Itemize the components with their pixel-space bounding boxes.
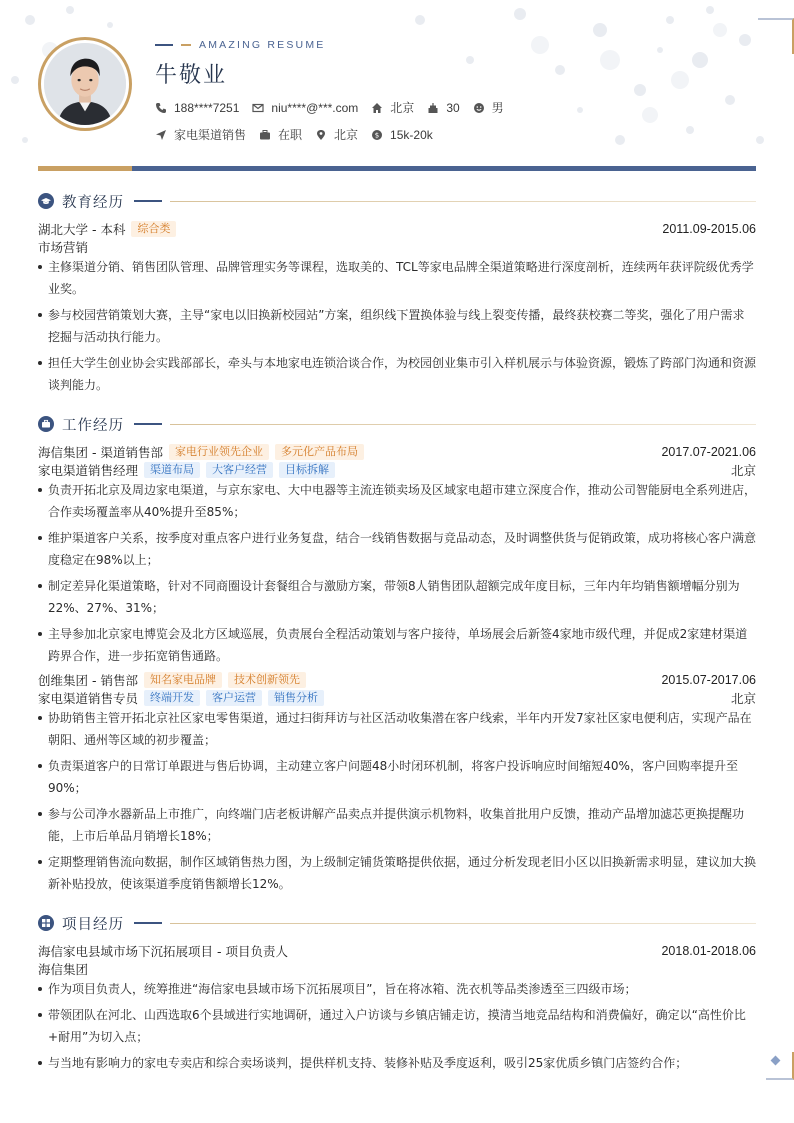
job-role-row: [38, 461, 756, 479]
corner-ornament-top: [758, 18, 794, 54]
education-date: 2011.09-2015.06: [662, 222, 756, 236]
education-major-row: [38, 238, 756, 256]
candidate-name: 牛敬业: [155, 63, 228, 88]
salary-value: 15k-20k: [390, 127, 433, 142]
job-bullet: 主导参加北京家电博览会及北方区域巡展，负责展台全程活动策划与客户接待，单场展会后新签4家地市级代理，并促成2家建材渠道跨界合作，进一步拓宽销售通路。: [38, 623, 756, 667]
gender-info: [473, 99, 504, 116]
target-city-info: [315, 126, 358, 143]
contact-info-row: [155, 99, 517, 116]
coin-icon: [371, 129, 383, 141]
company-tag: 多元化产品布局: [275, 444, 364, 460]
section-education-label: 教育经历: [62, 194, 124, 211]
role-tag: 销售分析: [268, 690, 324, 706]
avatar-frame: [38, 37, 132, 131]
project-org: 海信集团: [38, 962, 89, 977]
job-bullet: 负责渠道客户的日常订单跟进与售后协调，主动建立客户问题48小时闭环机制，将客户投诉响应时间缩短40%，客户回购率提升至90%；: [38, 755, 756, 799]
project-title: 海信家电县域市场下沉拓展项目 - 项目负责人: [38, 944, 288, 959]
profile-photo: [44, 43, 126, 125]
intention-info: [155, 126, 246, 143]
intention-value: 家电渠道销售: [174, 128, 247, 142]
job-company: 创维集团 - 销售部: [38, 673, 138, 688]
project-bullet: 作为项目负责人，统筹推进“海信家电县域市场下沉拓展项目”，旨在将冰箱、洗衣机等品类渗透至三四级市场；: [38, 978, 756, 1000]
title-line-navy: [134, 423, 162, 425]
title-line-gold: [170, 424, 756, 425]
phone-info: [155, 101, 239, 115]
job-location: 北京: [730, 692, 756, 706]
education-tag: 综合类: [131, 221, 176, 237]
company-tag: 知名家电品牌: [144, 672, 222, 688]
corner-ornament-bottom: [766, 1052, 794, 1080]
section-project-label: 项目经历: [62, 916, 124, 933]
role-tag: 大客户经营: [206, 462, 273, 478]
title-line-navy: [134, 200, 162, 202]
status-value: 在职: [278, 128, 303, 142]
job-bullet: 维护渠道客户关系，按季度对重点客户进行业务复盘，结合一线销售数据与竞品动态，及时调整供货与促销政策，成功将核心客户满意度稳定在98%以上；: [38, 527, 756, 571]
title-line-navy: [134, 922, 162, 924]
job-role-row: [38, 689, 756, 707]
gender-value: 男: [491, 101, 504, 115]
salary-info: [371, 128, 433, 142]
role-tag: 终端开发: [144, 690, 200, 706]
svg-text:$: $: [374, 131, 380, 140]
city-value: 北京: [390, 101, 415, 115]
email-value: niu****@***.com: [271, 100, 359, 115]
job-location: 北京: [730, 464, 756, 478]
cake-icon: [427, 102, 439, 114]
education-school: 湖北大学 - 本科: [38, 222, 126, 237]
project-bullet: 与当地有影响力的家电专卖店和综合卖场谈判，提供样机支持、装修补贴及季度返利，吸引25家优质乡镇门店签约合作；: [38, 1052, 756, 1074]
avatar: [44, 43, 126, 125]
job-role: 家电渠道销售专员: [38, 691, 139, 706]
header-divider: [38, 166, 756, 171]
smile-icon: [473, 102, 485, 114]
education-bullet: 主修渠道分销、销售团队管理、品牌管理实务等课程，选取美的、TCL等家电品牌全渠道策略进行深度剖析，连续两年获评院级优秀学业奖。: [38, 256, 756, 300]
section-project-title: [38, 913, 756, 933]
role-tag: 渠道布局: [144, 462, 200, 478]
education-header: [38, 220, 756, 238]
project-header: [38, 942, 756, 960]
company-tag: 技术创新领先: [228, 672, 306, 688]
job-company: 海信集团 - 渠道销售部: [38, 445, 163, 460]
role-tag: 目标拆解: [279, 462, 335, 478]
status-info: [259, 126, 302, 143]
job-date: 2017.07-2021.06: [661, 445, 756, 459]
company-tag: 家电行业领先企业: [169, 444, 269, 460]
send-icon: [155, 129, 167, 141]
tagline-text: AMAZING RESUME: [199, 39, 326, 51]
job-bullet: 定期整理销售流向数据，制作区域销售热力图，为上级制定铺货策略提供依据，通过分析发现老旧小区以旧换新需求明显，建议加大换新补贴投放，使该渠道季度销售额增长12%。: [38, 851, 756, 895]
briefcase-icon: [259, 129, 271, 141]
resume-tagline: [155, 38, 325, 52]
age-value: 30: [446, 100, 460, 115]
job-header: [38, 443, 756, 461]
diamond-icon: [771, 1056, 781, 1066]
education-bullet: 担任大学生创业协会实践部部长，牵头与本地家电连锁洽谈合作，为校园创业集市引入样机展示与体验资源，锻炼了跨部门沟通和资源谈判能力。: [38, 352, 756, 396]
grid-icon: [38, 915, 54, 931]
age-info: [427, 101, 459, 115]
title-line-gold: [170, 201, 756, 202]
title-line-gold: [170, 923, 756, 924]
education-major: 市场营销: [38, 240, 89, 255]
project-org-row: [38, 960, 756, 978]
job-bullet: 负责开拓北京及周边家电渠道，与京东家电、大中电器等主流连锁卖场及区域家电超市建立深度合作，推动公司智能厨电全系列进店，合作卖场覆盖率从40%提升至85%；: [38, 479, 756, 523]
education-bullet: 参与校园营销策划大赛，主导“家电以旧换新校园站”方案，组织线下置换体验与线上裂变传播，最终获校赛二等奖，强化了用户需求挖掘与活动执行能力。: [38, 304, 756, 348]
target-city-value: 北京: [334, 128, 359, 142]
tagline-line-navy: [155, 44, 173, 46]
divider-navy-segment: [132, 166, 756, 171]
job-bullet: 协助销售主管开拓北京社区家电零售渠道，通过扫街拜访与社区活动收集潜在客户线索，半年内开发7家社区家电便利店，实现产品在朝阳、通州等区域的初步覆盖；: [38, 707, 756, 751]
project-bullet: 带领团队在河北、山西选取6个县域进行实地调研，通过入户访谈与乡镇店铺走访，摸清当地竞品结构和消费偏好，确定以“高性价比+耐用”为切入点；: [38, 1004, 756, 1048]
home-icon: [371, 102, 383, 114]
section-education-title: [38, 191, 756, 211]
job-date: 2015.07-2017.06: [661, 673, 756, 687]
job-intention-row: [155, 126, 446, 143]
job-bullet: 参与公司净水器新品上市推广，向终端门店老板讲解产品卖点并提供演示机物料，收集首批用户反馈，推动产品增加滤芯更换提醒功能，上市后单品月销增长18%；: [38, 803, 756, 847]
section-work-title: [38, 414, 756, 434]
divider-gold-segment: [38, 166, 132, 171]
section-work-label: 工作经历: [62, 417, 124, 434]
phone-icon: [155, 102, 167, 114]
tagline-line-gold: [181, 44, 191, 46]
work-icon: [38, 416, 54, 432]
graduation-icon: [38, 193, 54, 209]
job-role: 家电渠道销售经理: [38, 463, 139, 478]
email-info: [252, 101, 358, 115]
role-tag: 客户运营: [206, 690, 262, 706]
project-date: 2018.01-2018.06: [661, 944, 756, 958]
job-header: [38, 671, 756, 689]
city-info: [371, 99, 414, 116]
email-icon: [252, 102, 264, 114]
job-bullet: 制定差异化渠道策略，针对不同商圈设计套餐组合与激励方案，带领8人销售团队超额完成年度目标，三年内年均销售额增幅分别为22%、27%、31%；: [38, 575, 756, 619]
phone-value: 188****7251: [174, 100, 240, 115]
location-icon: [315, 129, 327, 141]
